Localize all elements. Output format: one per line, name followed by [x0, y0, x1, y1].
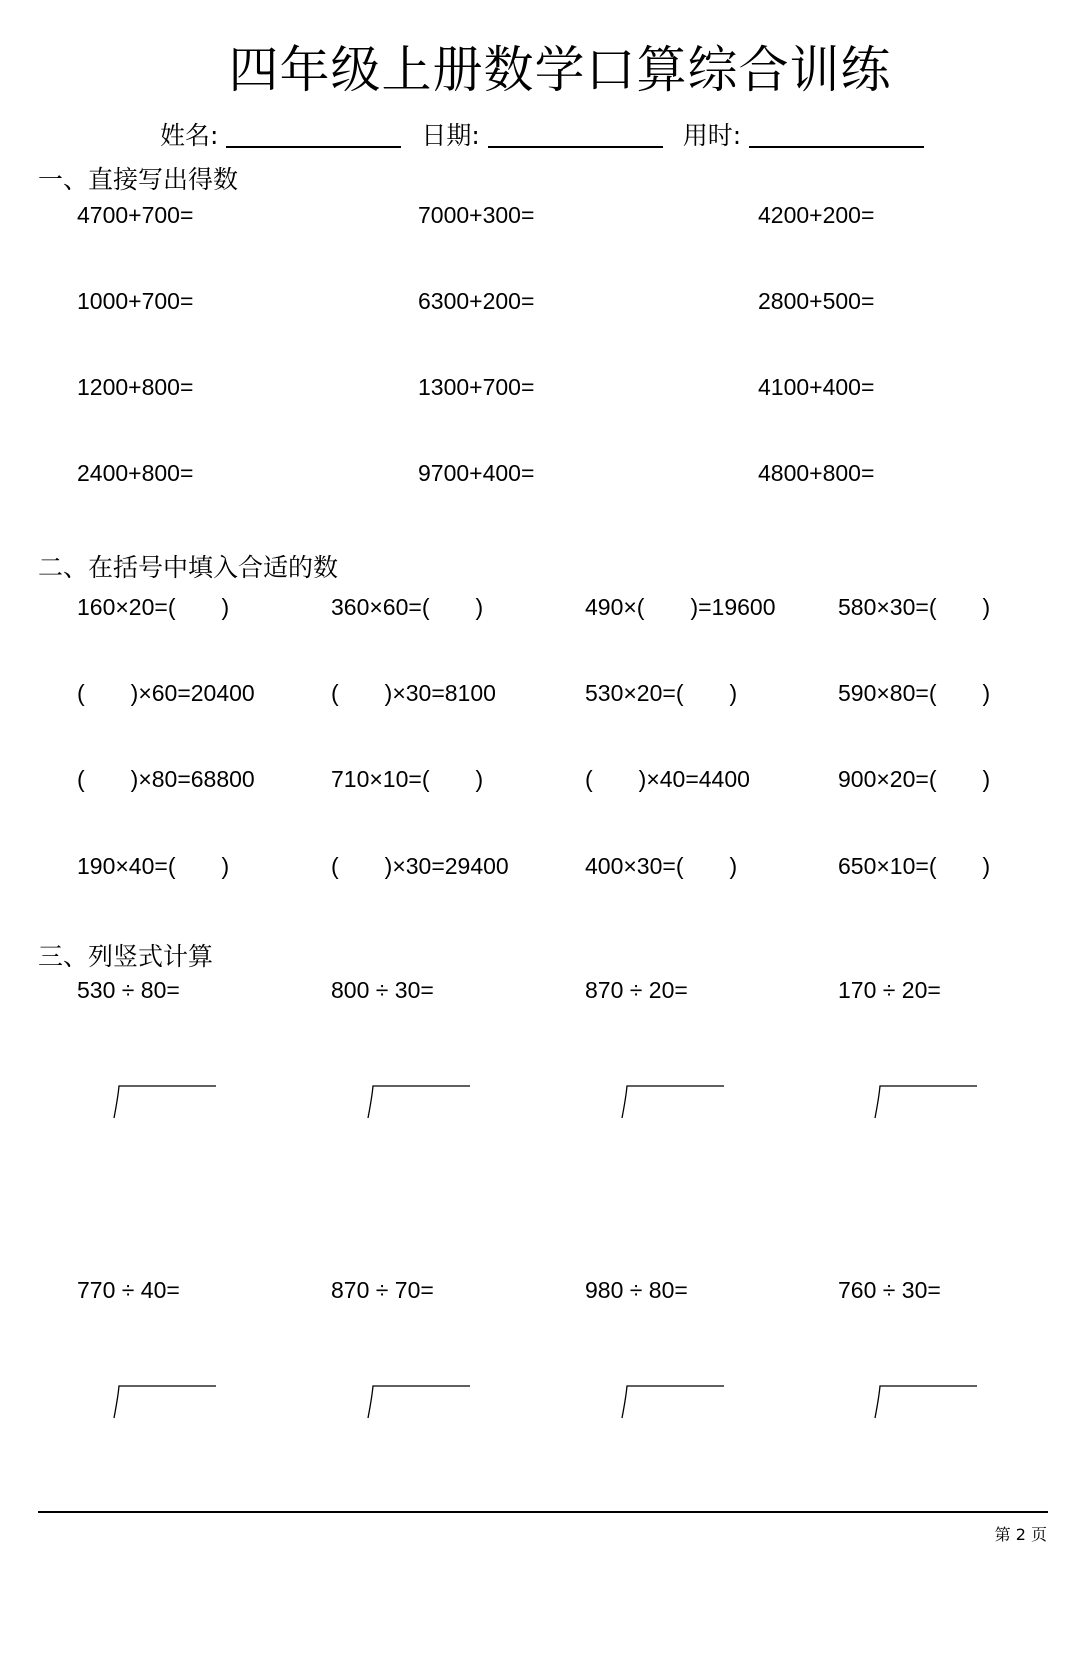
problem: ( )×30=8100: [331, 680, 496, 706]
long-division-bracket: [873, 1085, 977, 1119]
problem: 170 ÷ 20=: [838, 977, 941, 1003]
problem: 980 ÷ 80=: [585, 1277, 688, 1303]
problem: 870 ÷ 70=: [331, 1277, 434, 1303]
long-division-bracket: [112, 1085, 216, 1119]
problem: 6300+200=: [418, 288, 535, 314]
time-label: 用时:: [682, 121, 742, 150]
long-division-bracket: [366, 1085, 470, 1119]
problem: 160×20=( ): [77, 594, 230, 620]
name-blank[interactable]: [226, 146, 401, 148]
date-label: 日期:: [421, 121, 480, 150]
long-division-bracket: [873, 1385, 977, 1419]
problem: 400×30=( ): [585, 853, 738, 879]
section3-heading: 三、列竖式计算: [38, 942, 214, 971]
problem: 4800+800=: [758, 460, 875, 486]
section2-heading: 二、在括号中填入合适的数: [38, 553, 339, 582]
problem: 2400+800=: [77, 460, 194, 486]
problem: 1300+700=: [418, 374, 535, 400]
long-division-bracket: [620, 1385, 724, 1419]
problem: 190×40=( ): [77, 853, 230, 879]
problem: 590×80=( ): [838, 680, 991, 706]
problem: 9700+400=: [418, 460, 535, 486]
long-division-bracket: [620, 1085, 724, 1119]
footer-divider: [38, 1511, 1048, 1513]
long-division-bracket: [112, 1385, 216, 1419]
problem: ( )×30=29400: [331, 853, 509, 879]
problem: 360×60=( ): [331, 594, 484, 620]
problem: 770 ÷ 40=: [77, 1277, 180, 1303]
page-title: 四年级上册数学口算综合训练: [228, 41, 892, 99]
problem: 580×30=( ): [838, 594, 991, 620]
problem: 1000+700=: [77, 288, 194, 314]
problem: 490×( )=19600: [585, 594, 776, 620]
problem: 2800+500=: [758, 288, 875, 314]
problem: 4100+400=: [758, 374, 875, 400]
time-blank[interactable]: [749, 146, 924, 148]
problem: 870 ÷ 20=: [585, 977, 688, 1003]
date-blank[interactable]: [488, 146, 663, 148]
problem: ( )×40=4400: [585, 766, 750, 792]
problem: 800 ÷ 30=: [331, 977, 434, 1003]
problem: 900×20=( ): [838, 766, 991, 792]
problem: 530×20=( ): [585, 680, 738, 706]
problem: 4200+200=: [758, 202, 875, 228]
problem: 7000+300=: [418, 202, 535, 228]
long-division-bracket: [366, 1385, 470, 1419]
problem: 650×10=( ): [838, 853, 991, 879]
info-row: [160, 116, 936, 152]
problem: ( )×60=20400: [77, 680, 255, 706]
page-number: 第 2 页: [994, 1525, 1047, 1544]
problem: 760 ÷ 30=: [838, 1277, 941, 1303]
problem: 530 ÷ 80=: [77, 977, 180, 1003]
name-label: 姓名:: [160, 121, 219, 150]
problem: 710×10=( ): [331, 766, 484, 792]
problem: 1200+800=: [77, 374, 194, 400]
section1-heading: 一、直接写出得数: [38, 165, 239, 194]
problem: 4700+700=: [77, 202, 194, 228]
problem: ( )×80=68800: [77, 766, 255, 792]
